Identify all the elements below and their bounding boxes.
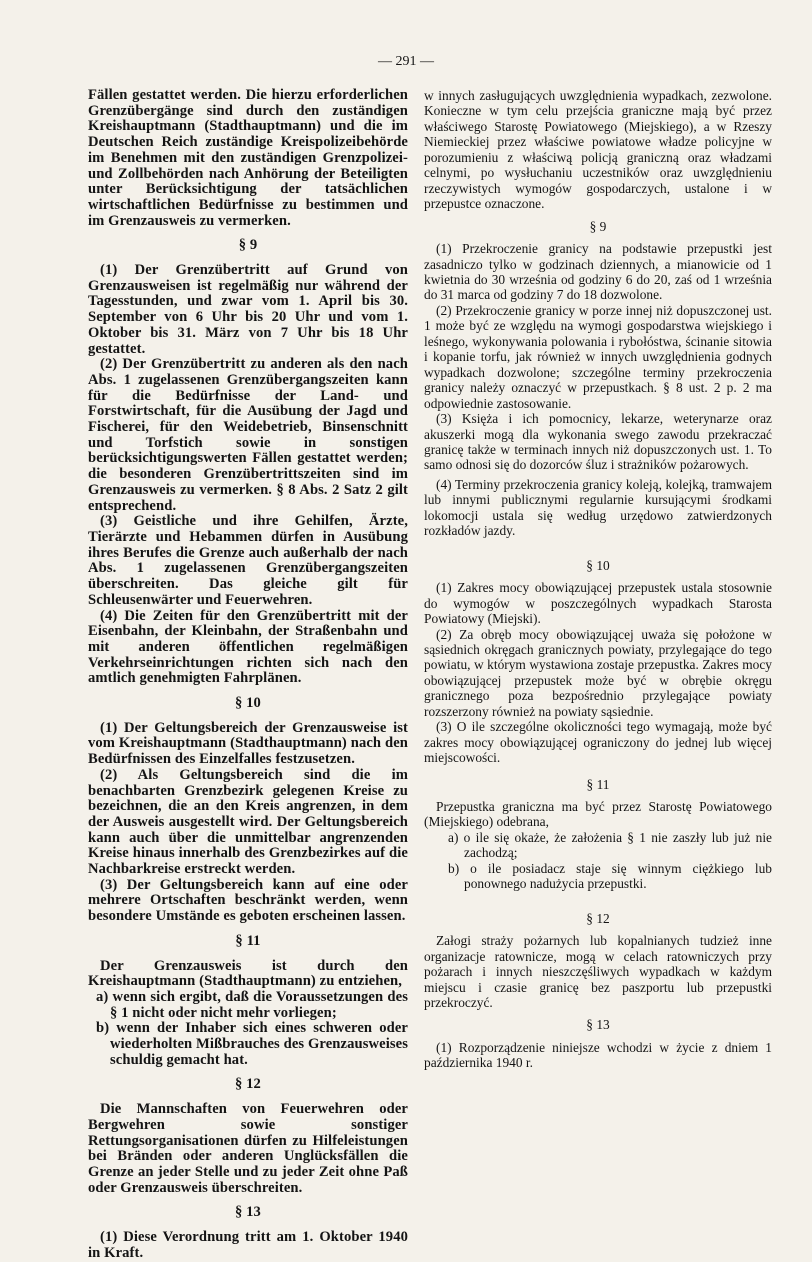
pl-section-12-heading: § 12 xyxy=(586,910,610,926)
pl-s9-para-4: (4) Terminy przekroczenia granicy koleją, kolejką, tramwajem lub innymi publicznymi regularnie kursującymi środkami lokomocji ustala się według urzędowo zatwierdzonych rozkładów jazdy. xyxy=(424,476,772,539)
de-s10-para-1: (1) Der Geltungsbereich der Grenzausweise ist vom Kreishauptmann (Stadthauptmann) nach den Bedürfnissen des Einzelfalles festzusetzen. xyxy=(88,719,408,768)
pl-section-9-heading: § 9 xyxy=(589,218,607,234)
de-s13-para: (1) Diese Verordnung tritt am 1. Oktober 1940 in Kraft. xyxy=(88,1229,408,1261)
pl-s11-item-b: b) o ile posiadacz staje się winnym ciężkiego lub ponownego nadużycia przepustki. xyxy=(448,860,772,892)
de-s11-intro: Der Grenzausweis ist durch den Kreishauptmann (Stadthauptmann) zu entziehen, xyxy=(88,957,408,990)
page-number: — 291 — xyxy=(378,54,434,69)
german-column xyxy=(88,88,408,1262)
de-s10-para-2: (2) Als Geltungsbereich sind die im benachbarten Grenzbezirk gelegenen Kreise zu bezeichnen, die an den Kreis angrenzen, in dem der Ausweis ausgestellt wird. Der Geltungsbereich kann auch über die unmittelbar angrenzenden Kreise hinaus innerhalb des Grenzbezirkes auf die Nachbarkreise erstreckt werden. xyxy=(88,766,408,878)
de-s9-para-2: (2) Der Grenzübertritt zu anderen als den nach Abs. 1 zugelassenen Grenzübergangszeiten kann für die Bedürfnisse der Land- und Forstwirtschaft, für die Ausübung der Jagd und Fischerei, für den Weidebetrieb, Binsenschnitt und Torfstich sowie in sonstigen berücksichtigungswerten Fällen gestattet werden; die besonderen Grenzübertrittszeiten sind im Grenzausweis zu vermerken. § 8 Abs. 2 Satz 2 gilt entsprechend. xyxy=(88,356,408,514)
pl-s9-para-2: (2) Przekroczenie granicy w porze innej niż dopuszczonej ust. 1 może być ze względu na wymogi gospodarstwa wiejskiego i leśnego, wykonywania polowania i rybołóstwa, ścinanie sitowia i kopanie torfu, jak również w innych uwzględnienia godnych wypadkach dozwolone; szczególne terminy przekroczenia granicy należy oznaczyć w przepustkach. § 8 ust. 2 p. 2 ma odpowiednie zastosowanie. xyxy=(424,302,772,411)
de-s9-para-4: (4) Die Zeiten für den Grenzübertritt mit der Eisenbahn, der Kleinbahn, der Straßenbahn und mit anderen öffentlichen regelmäßigen Verkehrseinrichtungen richten sich nach den amtlich genehmigten Fahrplänen. xyxy=(88,607,408,687)
pl-s13-para: (1) Rozporządzenie niniejsze wchodzi w życie z dniem 1 października 1940 r. xyxy=(424,1039,772,1071)
pl-s10-para-1: (1) Zakres mocy obowiązującej przepustek ustala stosownie do wymogów w poszczególnych wypadkach Starosta Powiatowy (Miejski). xyxy=(424,580,772,627)
de-intro-paragraph: Fällen gestattet werden. Die hierzu erforderlichen Grenzübergänge sind durch den zuständigen Kreishauptmann (Stadthauptmann) und die im Deutschen Reich zuständige Kreispolizeibehörde im Benehmen mit den zuständigen Grenzpolizei- und Zollbehörden nach Anhörung der Beteiligten unter Berücksichtigung der tatsächlichen wirtschaftlichen Bedürfnisse zu bestimmen und im Grenzausweis zu vermerken. xyxy=(88,87,408,229)
pl-section-10-heading: § 10 xyxy=(586,557,610,573)
de-section-9-heading: § 9 xyxy=(238,237,258,254)
de-s11-item-b: b) wenn der Inhaber sich eines schweren oder wiederholten Mißbrauches des Grenzausweises schuldig gemacht hat. xyxy=(96,1020,408,1068)
pl-s12-para: Załogi straży pożarnych lub kopalnianych tudzież inne organizacje ratownicze, mogą w celach ratowniczych przy pożarach i innych nieszczęśliwych wypadkach w każdym miejscu i czasie granicę bez paszportu lub przepustki przekroczyć. xyxy=(424,933,772,1011)
de-section-11-heading: § 11 xyxy=(235,932,261,949)
pl-s11-item-a: a) o ile się okaże, że założenia § 1 nie zaszły lub już nie zachodzą; xyxy=(448,829,772,861)
polish-column xyxy=(424,88,772,1071)
de-s12-para: Die Mannschaften von Feuerwehren oder Bergwehren sowie sonstiger Rettungsorganisationen dürfen zu Hilfeleistungen bei Bränden oder anderen Unglücksfällen die Grenze an jeder Stelle und zu jeder Zeit ohne Paß oder Grenzausweis überschreiten. xyxy=(88,1101,408,1196)
pl-section-11-heading: § 11 xyxy=(586,776,610,792)
de-s10-para-3: (3) Der Geltungsbereich kann auf eine oder mehrere Ortschaften beschränkt werden, wenn besondere Umstände es geboten erscheinen lassen. xyxy=(88,876,408,925)
pl-intro-paragraph: w innych zasługujących uwzględnienia wypadkach, zezwolone. Konieczne w tym celu przejścia graniczne mają być przez właściwego Starostę Powiatowego (Miejskiego), a w Rzeszy Niemieckiej przez właściwe powiatowe władze policyjne w porozumieniu z właściwą policją graniczną oraz władzami celnymi, po wysłuchaniu uczestników oraz uwzględnieniu rzeczywistych wymogów gospodarczych, ustalone i w przepustce oznaczone. xyxy=(424,88,772,212)
de-s9-para-1: (1) Der Grenzübertritt auf Grund von Grenzausweisen ist regelmäßig nur während der Tagesstunden, und zwar vom 1. April bis 30. September von 6 Uhr bis 20 Uhr und vom 1. Oktober bis 31. März von 7 Uhr bis 18 Uhr gestattet. xyxy=(88,262,408,357)
pl-s10-para-3: (3) O ile szczególne okoliczności tego wymagają, może być zakres mocy obowiązującej ograniczony do jednej lub więcej miejscowości. xyxy=(424,719,772,766)
pl-s9-para-3: (3) Księża i ich pomocnicy, lekarze, weterynarze oraz akuszerki mogą dla wykonania swego zawodu przekraczać granicę także w terminach innych niż dopuszczonych ust. 1. To samo odnosi się do dozorców śluz i strażników pożarowych. xyxy=(424,411,772,473)
de-section-12-heading: § 12 xyxy=(235,1076,261,1093)
de-s11-item-a: a) wenn sich ergibt, daß die Voraussetzungen des § 1 nicht oder nicht mehr vorliegen; xyxy=(96,988,408,1021)
pl-s11-intro: Przepustka graniczna ma być przez Starostę Powiatowego (Miejskiego) odebrana, xyxy=(424,799,772,830)
de-s9-para-3: (3) Geistliche und ihre Gehilfen, Ärzte, Tierärzte und Hebammen dürfen in Ausübung ihres Berufes die Grenze auch außerhalb der nach Abs. 1 zugelassenen Grenzübergangszeiten überschreiten. Das gleiche gilt für Schleusenwärter und Feuerwehren. xyxy=(88,513,408,608)
pl-s10-para-2: (2) Za obręb mocy obowiązującej uważa się położone w sąsiednich okręgach granicznych powiaty, przylegające do tego powiatu, w którym wystawiona zostaje przepustka. Zakres mocy obowiązującej przepustek może być w obrębie okręgu granicznego poza bezpośrednio przylegające powiaty rozszerzony również na powiaty sąsiednie. xyxy=(424,626,772,719)
de-section-10-heading: § 10 xyxy=(235,695,261,712)
pl-s9-para-1: (1) Przekroczenie granicy na podstawie przepustki jest zasadniczo tylko w godzinach dziennych, a mianowicie od 1 kwietnia do 30 września od godziny 6 do 20, zaś od 1 września do 31 marca od godziny 7 do 18 dozwolone. xyxy=(424,241,772,303)
pl-section-13-heading: § 13 xyxy=(586,1017,610,1033)
de-section-13-heading: § 13 xyxy=(235,1204,261,1221)
